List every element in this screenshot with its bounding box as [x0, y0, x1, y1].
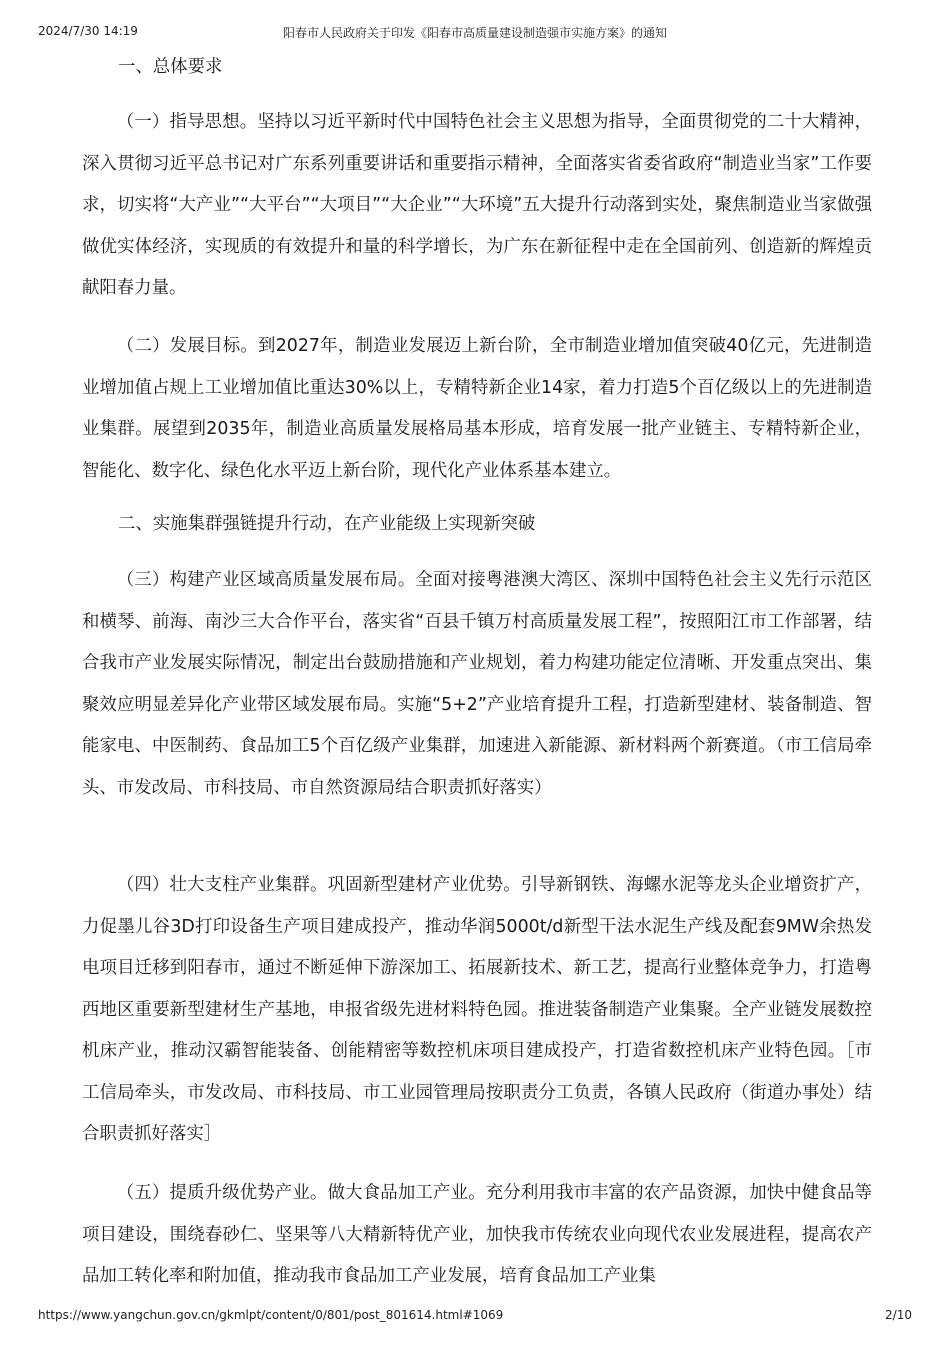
document-body-block-3 [82, 504, 872, 546]
document-body-block-1 [82, 102, 872, 310]
paragraph-guiding-thought: （一）指导思想。坚持以习近平新时代中国特色社会主义思想为指导，全面贯彻党的二十大精神，深入贯彻习近平总书记对广东系列重要讲话和重要指示精神，全面落实省委省政府“制造业当家”工作要求，切实将“大产业”“大平台”“大项目”“大企业”“大环境”五大提升行动落到实处，聚焦制造业当家做强做优实体经济，实现质的有效提升和量的科学增长，为广东在新征程中走在全国前列、创造新的辉煌贡献阳春力量。 [82, 112, 872, 298]
paragraph-development-goals: （二）发展目标。到2027年，制造业发展迈上新台阶，全市制造业增加值突破40亿元，先进制造业增加值占规上工业增加值比重达30%以上，专精特新企业14家，着力打造5个百亿级以上的先进制造业集群。展望到2035年，制造业高质量发展格局基本形成，培育发展一批产业链主、专精特新企业，智能化、数字化、绿色化水平迈上新台阶，现代化产业体系基本建立。 [82, 336, 872, 481]
document-body-block-5 [82, 865, 872, 1156]
paragraph-pillar-industries: （四）壮大支柱产业集群。巩固新型建材产业优势。引导新钢铁、海螺水泥等龙头企业增资扩产，力促墨儿谷3D打印设备生产项目建成投产，推动华润5000t/d新型干法水泥生产线及配套9MW余热发电项目迁移到阳春市，通过不断延伸下游深加工、拓展新技术、新工艺，提高行业整体竞争力，打造粤西地区重要新型建材生产基地，申报省级先进材料特色园。推进装备制造产业集聚。全产业链发展数控机床产业，推动汉霸智能装备、创能精密等数控机床项目建成投产，打造省数控机床产业特色园。［市工信局牵头，市发改局、市科技局、市工业园管理局按职责分工负责，各镇人民政府（街道办事处）结合职责抓好落实］ [82, 875, 872, 1144]
paragraph-advantage-industries: （五）提质升级优势产业。做大食品加工产业。充分利用我市丰富的农产品资源，加快中健食品等项目建设，围绕春砂仁、坚果等八大精新特优产业，加快我市传统农业向现代农业发展进程，提高农产品加工转化率和附加值，推动我市食品加工产业发展，培育食品加工产业集 [82, 1183, 872, 1286]
document-title: 阳春市人民政府关于印发《阳春市高质量建设制造强市实施方案》的通知 [282, 26, 667, 40]
document-body-block-2 [82, 326, 872, 492]
document-body-block-4 [82, 560, 872, 809]
paragraph-regional-layout: （三）构建产业区域高质量发展布局。全面对接粤港澳大湾区、深圳中国特色社会主义先行示范区和横琴、前海、南沙三大合作平台，落实省“百县千镇万村高质量发展工程”，按照阳江市工作部署，结合我市产业发展实际情况，制定出台鼓励措施和产业规划，着力构建功能定位清晰、开发重点突出、集聚效应明显差异化产业带区域发展布局。实施“5+2”产业培育提升工程，打造新型建材、装备制造、智能家电、中医制药、食品加工5个百亿级产业集群，加速进入新能源、新材料两个新赛道。（市工信局牵头、市发改局、市科技局、市自然资源局结合职责抓好落实） [82, 570, 872, 798]
page-url[interactable]: https://www.yangchun.gov.cn/gkmlpt/content/0/801/post_801614.html#1069 [38, 1308, 504, 1322]
page-number: 2/10 [885, 1308, 912, 1322]
document-body-block-6 [82, 1173, 872, 1298]
section-heading-1: 一、总体要求 [118, 57, 223, 77]
document-body [82, 47, 872, 89]
section-heading-2: 二、实施集群强链提升行动，在产业能级上实现新突破 [118, 514, 536, 534]
print-datetime: 2024/7/30 14:19 [38, 24, 138, 38]
